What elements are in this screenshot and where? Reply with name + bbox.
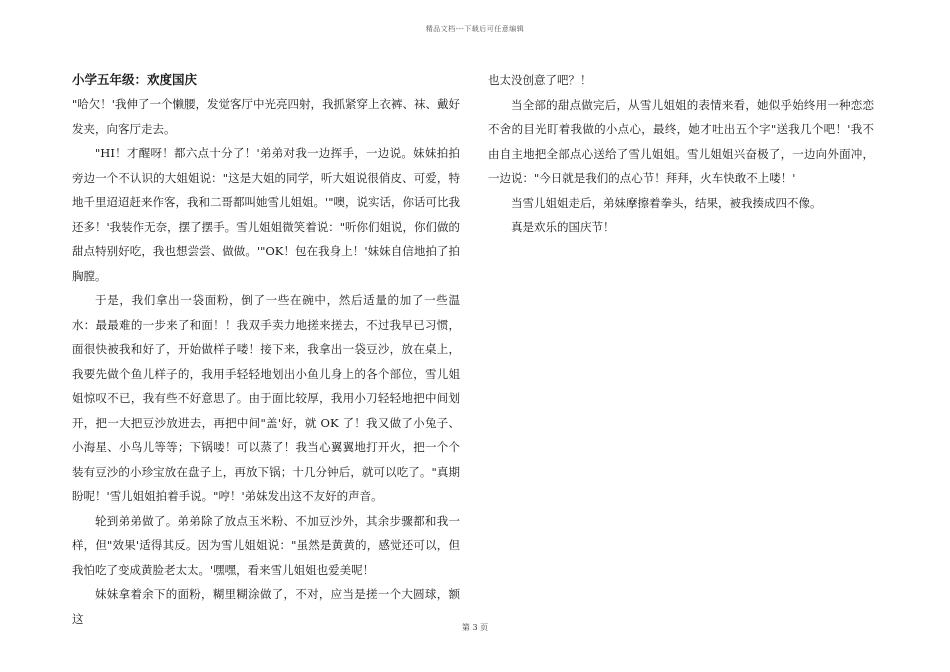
right-column	[488, 68, 874, 240]
paragraph-5-continued: 也太没创意了吧？！	[488, 73, 592, 87]
header-note: 精品文档---下载后可任意编辑	[425, 25, 525, 33]
paragraph-1: "哈欠！'我伸了一个懒腰，发觉客厅中光亮四射，我抓紧穿上衣裤、袜、戴好发夹，向客厅走去。	[72, 97, 460, 136]
left-column	[72, 68, 460, 631]
paragraph-3: 于是，我们拿出一袋面粉，倒了一些在碗中，然后适量的加了一些温水：最最难的一步来了和面！！我双手卖力地搓来搓去，不过我早已习惯，面很快被我和好了，开始做样子喽！接下来，我拿出一袋豆沙，放在桌上，我要先做个鱼儿样子的，我用手轻轻地划出小鱼儿身上的各个部位，雪儿姐姐惊叹不已，我有些不好意思了。由于面比较厚，我用小刀轻轻地把中间划开，把一大把豆沙放进去，再把中间"盖'好，就 OK 了！我又做了小兔子、小海星、小鸟儿等等；下锅喽！可以蒸了！我当心翼翼地打开火，把一个个装有豆沙的小珍宝放在盘子上，再放下锅；十几分钟后，就可以吃了。"真期盼呢！'雪儿姐姐拍着手说。"哼！'弟妹发出这不友好的声音。	[72, 293, 460, 503]
paragraph-5: 妹妹拿着余下的面粉，糊里糊涂做了，不对，应当是搓一个大圆球，额这	[72, 587, 460, 626]
paragraph-8: 真是欢乐的国庆节！	[511, 220, 615, 234]
paragraph-4: 轮到弟弟做了。弟弟除了放点玉米粉、不加豆沙外，其余步骤都和我一样，但"效果'适得其反。因为雪儿姐姐说："虽然是黄黄的，感觉还可以，但我怕吃了变成黄脸老太太。'嘿嘿，看来雪儿姐姐也爱美呢！	[72, 513, 460, 577]
document-title: 小学五年级：欢度国庆	[72, 72, 198, 87]
paragraph-7: 当雪儿姐姐走后，弟妹摩擦着拳头，结果，被我揍成四不像。	[511, 195, 822, 210]
paragraph-2: "HI！才醒呀！都六点十分了！'弟弟对我一边挥手，一边说。妹妹拍拍旁边一个不认识的大姐姐说："这是大姐的同学，听大姐说很俏皮、可爱，特地千里迢迢赶来作客，我和二哥都叫她雪儿姐姐。'"噢，说实话，你话可比我还多！'我装作无奈，摆了摆手。雪儿姐姐微笑着说："听你们姐说，你们做的甜点特别好吃，我也想尝尝、做做。'"OK！包在我身上！'妹妹自信地拍了拍胸膛。	[72, 146, 460, 283]
paragraph-6: 当全部的甜点做完后，从雪儿姐姐的表情来看，她似乎始终用一种恋恋不舍的目光盯着我做的小点心，最终，她才吐出五个字"送我几个吧！'我不由自主地把全部点心送给了雪儿姐姐。雪儿姐姐兴奋极了，一边向外面冲，一边说："今日就是我们的点心节！拜拜，火车快敢不上喽！'	[488, 97, 874, 185]
page-number: 第 3 页	[461, 623, 489, 632]
